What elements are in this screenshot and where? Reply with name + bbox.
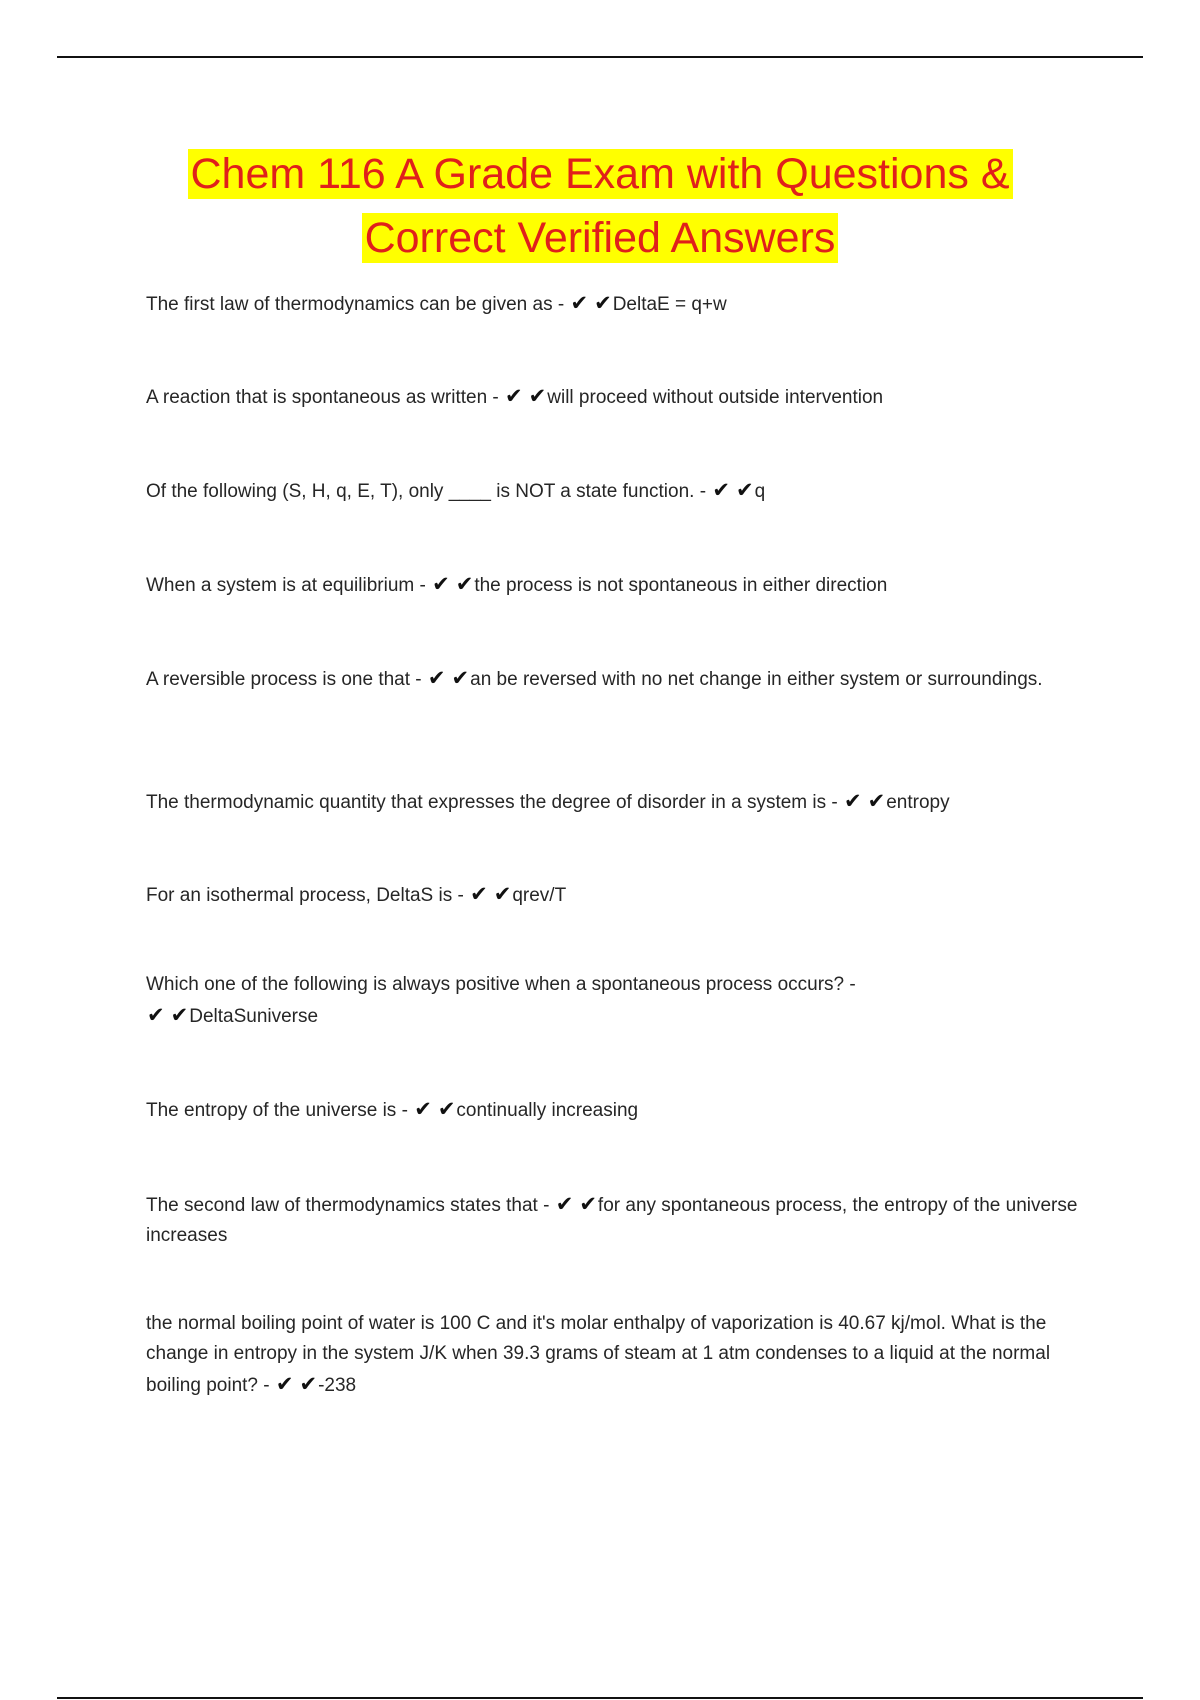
separator: -: [552, 294, 570, 315]
check-icon: ✔: [299, 1372, 318, 1396]
check-icon: ✔: [505, 384, 523, 408]
qa-item: [146, 475, 1092, 507]
check-icon: ✔: [735, 478, 754, 502]
separator: -: [452, 885, 470, 906]
separator: -: [414, 575, 432, 596]
answer-text: qrev/T: [512, 885, 567, 906]
title-line-2: Correct Verified Answers: [362, 213, 839, 263]
separator: -: [826, 792, 844, 813]
answer-text: DeltaSuniverse: [189, 1006, 319, 1027]
question-text: For an isothermal process, DeltaS is: [146, 885, 453, 906]
question-text: A reaction that is spontaneous as written: [146, 387, 488, 408]
question-text: Which one of the following is always positive when a spontaneous process occurs?: [146, 974, 845, 995]
question-text: The entropy of the universe is: [146, 1100, 397, 1121]
question-text: Of the following (S, H, q, E, T), only ____ is NOT a state function.: [146, 481, 695, 502]
question-text: The thermodynamic quantity that expresses the degree of disorder in a system is: [146, 792, 827, 813]
check-icon: ✔: [427, 666, 446, 690]
answer-text: for any spontaneous process, the entropy of the universe increases: [146, 1195, 1078, 1246]
question-text: When a system is at equilibrium: [146, 575, 415, 596]
check-icon: ✔: [493, 882, 512, 906]
answer-text: DeltaE = q+w: [612, 294, 727, 315]
check-icon: ✔: [275, 1372, 294, 1396]
check-icon: ✔: [432, 572, 450, 596]
document-title: [60, 142, 1140, 270]
check-icon: ✔: [437, 1097, 456, 1121]
check-icon: ✔: [528, 384, 547, 408]
qa-item: [146, 786, 1092, 818]
separator: -: [537, 1195, 555, 1216]
answer-text: entropy: [886, 792, 950, 813]
separator: -: [487, 387, 505, 408]
separator: -: [694, 481, 712, 502]
answer-text: q: [754, 481, 766, 502]
check-icon: ✔: [867, 789, 886, 813]
qa-item: [146, 381, 1092, 413]
answer-text: an be reversed with no net change in either system or surroundings.: [470, 669, 1043, 690]
qa-item: [146, 879, 1092, 911]
check-icon: ✔: [570, 291, 589, 315]
check-icon: ✔: [470, 882, 488, 906]
question-text: The second law of thermodynamics states that: [146, 1195, 538, 1216]
qa-item: [146, 288, 1092, 320]
check-icon: ✔: [555, 1192, 574, 1216]
check-icon: ✔: [170, 1003, 189, 1027]
check-icon: ✔: [451, 666, 470, 690]
title-line-1: Chem 116 A Grade Exam with Questions &: [188, 149, 1013, 199]
check-icon: ✔: [414, 1097, 432, 1121]
qa-item: [146, 1309, 1092, 1401]
answer-text: -238: [318, 1375, 357, 1396]
separator: -: [844, 974, 856, 995]
question-text: The first law of thermodynamics can be given as: [146, 294, 553, 315]
question-text: A reversible process is one that: [146, 669, 411, 690]
answer-text: the process is not spontaneous in either direction: [474, 575, 888, 596]
answer-text: continually increasing: [456, 1100, 639, 1121]
qa-item: [146, 663, 1092, 695]
check-icon: ✔: [712, 478, 730, 502]
separator: -: [410, 669, 427, 690]
check-icon: ✔: [455, 572, 474, 596]
qa-item: [146, 569, 1092, 601]
check-icon: ✔: [579, 1192, 597, 1216]
separator: -: [396, 1100, 414, 1121]
top-rule: [57, 56, 1143, 58]
check-icon: ✔: [844, 789, 862, 813]
check-icon: ✔: [594, 291, 612, 315]
check-icon: ✔: [147, 1003, 165, 1027]
answer-text: will proceed without outside intervention: [547, 387, 884, 408]
bottom-rule: [57, 1697, 1143, 1699]
question-text: the normal boiling point of water is 100 C and it's molar enthalpy of vaporization is 40.67 kj/mol. What is the change in entropy in the system J/K when 39.3 grams of steam at 1 atm condenses to a liquid at the normal boiling point?: [146, 1313, 1051, 1396]
qa-item: [146, 970, 1092, 1032]
qa-item: [146, 1189, 1092, 1251]
separator: -: [257, 1375, 275, 1396]
qa-item: [146, 1094, 1092, 1126]
